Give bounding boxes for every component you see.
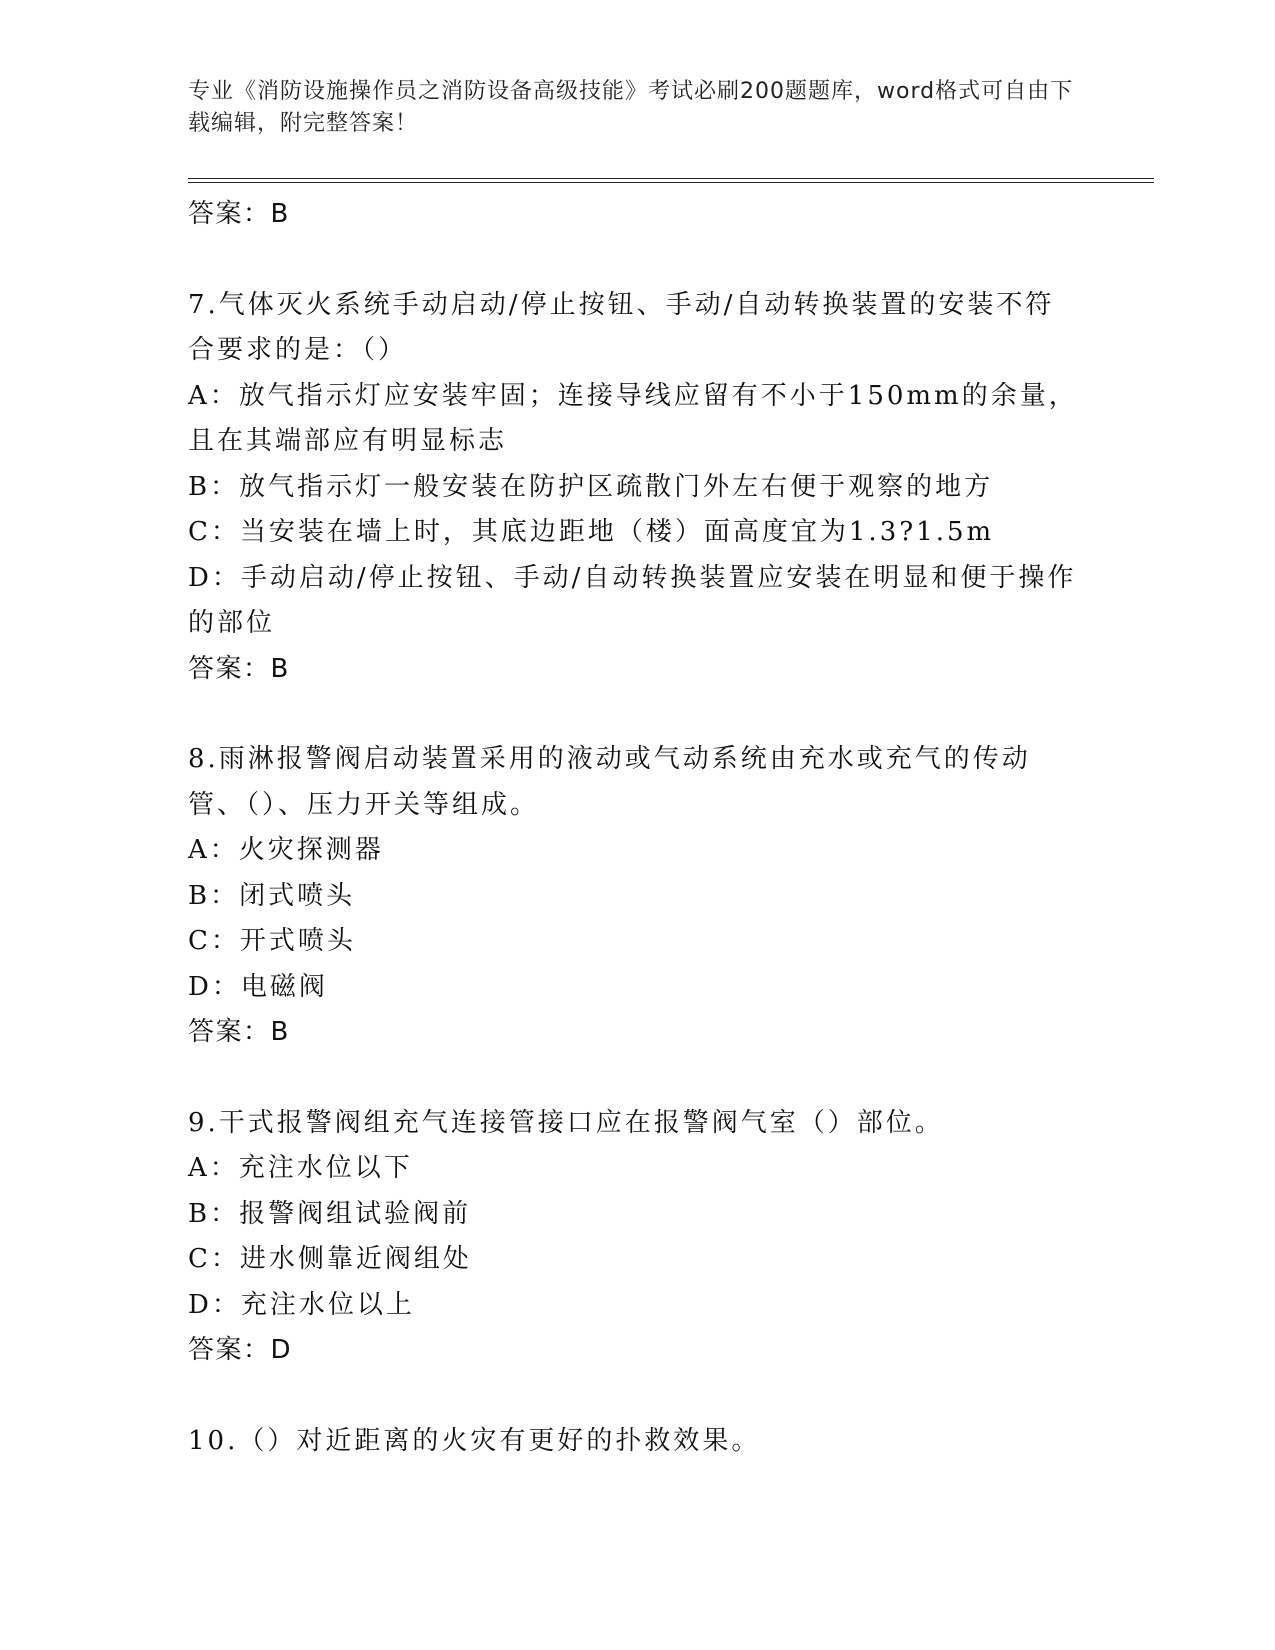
option-7c: C：当安装在墙上时，其底边距地（楼）面高度宜为1.3?1.5m — [188, 517, 995, 547]
question-9: 9.干式报警阀组充气连接管接口应在报警阀气室（）部位。 — [188, 1107, 944, 1138]
answer-9: 答案：D — [188, 1335, 293, 1365]
option-9c: C：进水侧靠近阀组处 — [188, 1244, 472, 1274]
answer-7: 答案：B — [188, 653, 290, 684]
header-rule-top — [188, 178, 1154, 179]
option-8b: B：闭式喷头 — [188, 880, 356, 911]
spacer — [188, 238, 1078, 283]
option-9a: A：充注水位以下 — [188, 1153, 413, 1183]
header-rule-bottom — [188, 182, 1154, 183]
answer-6: 答案：B — [188, 199, 290, 229]
document-header — [188, 76, 1088, 140]
option-7b: B：放气指示灯一般安装在防护区疏散门外左右便于观察的地方 — [188, 471, 994, 502]
header-text: 专业《消防设施操作员之消防设备高级技能》考试必刷200题题库，word格式可自由下载编辑，附完整答案！ — [188, 79, 1074, 136]
question-list — [188, 192, 1078, 1464]
option-7d: D：手动启动/停止按钮、手动/自动转换装置应安装在明显和便于操作的部位 — [188, 562, 1077, 638]
spacer — [188, 1056, 1078, 1101]
question-10: 10.（）对近距离的火灾有更好的扑救效果。 — [188, 1425, 761, 1456]
spacer — [188, 692, 1078, 737]
spacer — [188, 1374, 1078, 1419]
question-7: 7.气体灭火系统手动启动/停止按钮、手动/自动转换装置的安装不符合要求的是：（） — [188, 289, 1055, 365]
question-8: 8.雨淋报警阀启动装置采用的液动或气动系统由充水或充气的传动管、（）、压力开关等组成。 — [188, 744, 1031, 820]
option-9b: B：报警阀组试验阀前 — [188, 1198, 472, 1229]
option-7a: A：放气指示灯应安装牢固；连接导线应留有不小于150mm的余量，且在其端部应有明显标志 — [188, 380, 1078, 456]
option-9d: D：充注水位以上 — [188, 1289, 415, 1320]
option-8d: D：电磁阀 — [188, 971, 328, 1002]
option-8c: C：开式喷头 — [188, 926, 356, 956]
option-8a: A：火灾探测器 — [188, 835, 384, 865]
answer-8: 答案：B — [188, 1017, 290, 1047]
